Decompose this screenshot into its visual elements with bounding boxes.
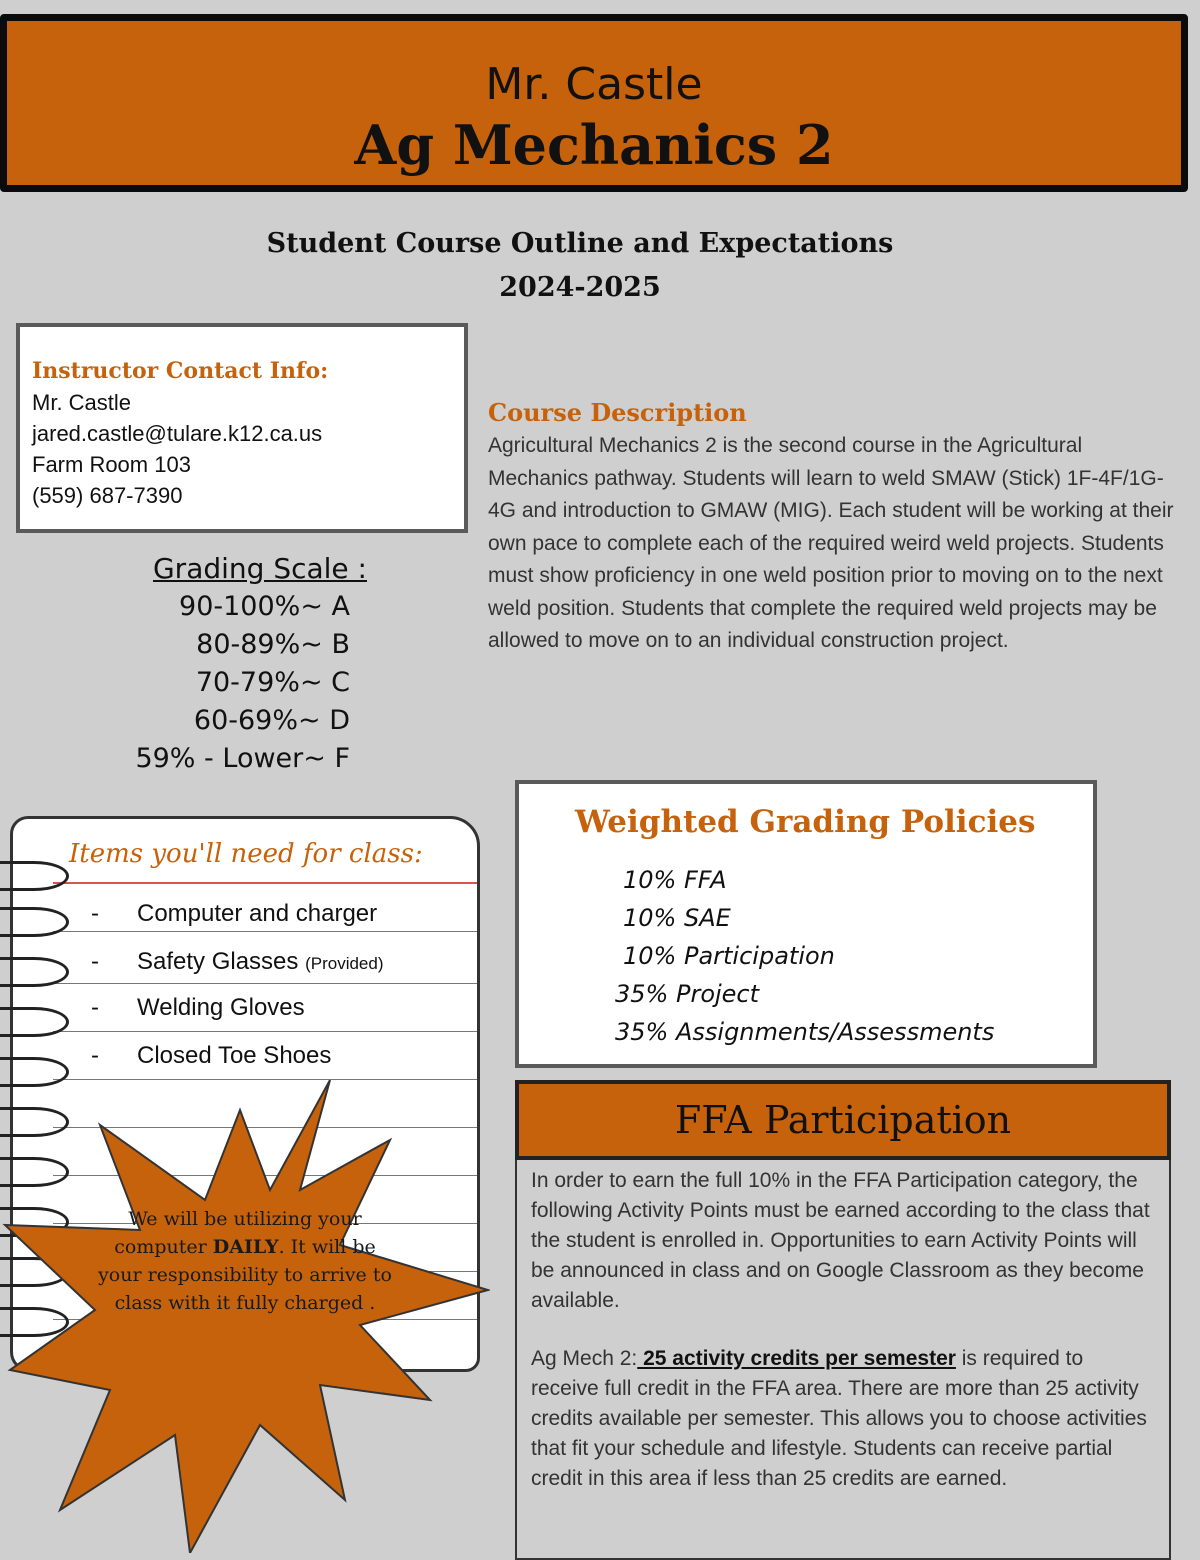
ffa-participation-body (515, 1160, 1171, 1560)
weight-row: 10% FFA (623, 866, 727, 894)
teacher-name: Mr. Castle (485, 59, 703, 110)
ffa-requirement: 25 activity credits per semester (637, 1347, 956, 1370)
callout-emphasis: DAILY (212, 1236, 279, 1258)
ruled-line (53, 931, 477, 932)
contact-email[interactable]: jared.castle@tulare.k12.ca.us (32, 421, 323, 446)
grade-row: 70-79%~ C (195, 667, 350, 698)
contact-room: Farm Room 103 (32, 452, 191, 477)
supply-item: - Welding Gloves (91, 994, 305, 1021)
grade-row: 59% - Lower~ F (135, 743, 350, 774)
ruled-line (53, 983, 477, 984)
weight-row: 35% Assignments/Assessments (615, 1018, 995, 1046)
header-banner (0, 14, 1188, 192)
weighted-grading-title: Weighted Grading Policies (575, 804, 1036, 840)
ruled-line (53, 1031, 477, 1032)
contact-name: Mr. Castle (32, 390, 132, 415)
weight-row: 35% Project (615, 980, 760, 1008)
weight-row: 10% SAE (623, 904, 731, 932)
supply-item: - Closed Toe Shoes (91, 1042, 332, 1069)
weight-row: 10% Participation (623, 942, 835, 970)
document-subtitle (0, 222, 1160, 310)
course-description-title: Course Description (488, 398, 747, 427)
weighted-grading-box (515, 780, 1097, 1068)
grading-scale-title: Grading Scale : (152, 552, 367, 585)
supplies-title: Items you'll need for class: (69, 839, 423, 869)
notebook-margin-line (53, 882, 477, 884)
ffa-paragraph-1: In order to earn the full 10% in the FFA Participation category, the following Activity Points must be earned according to the class that the student is enrolled in. Opportunities to earn Activity Points will be announced in class and on Google Classroom as they become available. (531, 1169, 1150, 1312)
subtitle-line-2: 2024-2025 (499, 272, 661, 303)
contact-phone: (559) 687-7390 (32, 483, 183, 508)
grade-row: 60-69%~ D (193, 705, 350, 736)
contact-box (16, 323, 468, 533)
binder-ring-icon (0, 1007, 69, 1037)
grade-row: 90-100%~ A (179, 591, 350, 622)
ffa-paragraph-2: Ag Mech 2: 25 activity credits per semester is required to receive full credit in the FFA area. There are more than 25 activity credits available per semester. This allows you to choose activities that fit your schedule and lifestyle. Students can receive partial credit in this area if less than 25 credits are earned. (531, 1347, 1147, 1490)
supply-item: - Computer and charger (91, 900, 378, 927)
subtitle-line-1: Student Course Outline and Expectations (266, 228, 894, 259)
grading-scale (60, 550, 420, 778)
grade-row: 80-89%~ B (196, 629, 350, 660)
contact-heading: Instructor Contact Info: (32, 358, 329, 384)
computer-callout-text: We will be utilizing your computer DAILY. It will be your responsibility to arrive to class with it fully charged . (98, 1208, 392, 1314)
supply-item: - Safety Glasses (Provided) (91, 948, 384, 975)
course-description-body: Agricultural Mechanics 2 is the second course in the Agricultural Mechanics pathway. Students will learn to weld SMAW (Stick) 1F-4F/1G-4G and introduction to GMAW (MIG). Each student will be working at their own pace to complete each of the required weird weld projects. Students must show proficiency in one weld position prior to moving on to the next weld position. Students that complete the required weld projects may be allowed to move on to an individual construction project. (488, 434, 1174, 652)
course-title: Ag Mechanics 2 (354, 113, 834, 177)
ffa-participation-header: FFA Participation (515, 1080, 1171, 1160)
paragraph-gap (531, 1316, 1155, 1344)
course-description (488, 396, 1178, 658)
binder-ring-icon (0, 957, 69, 987)
binder-ring-icon (0, 907, 69, 937)
binder-ring-icon (0, 861, 69, 891)
